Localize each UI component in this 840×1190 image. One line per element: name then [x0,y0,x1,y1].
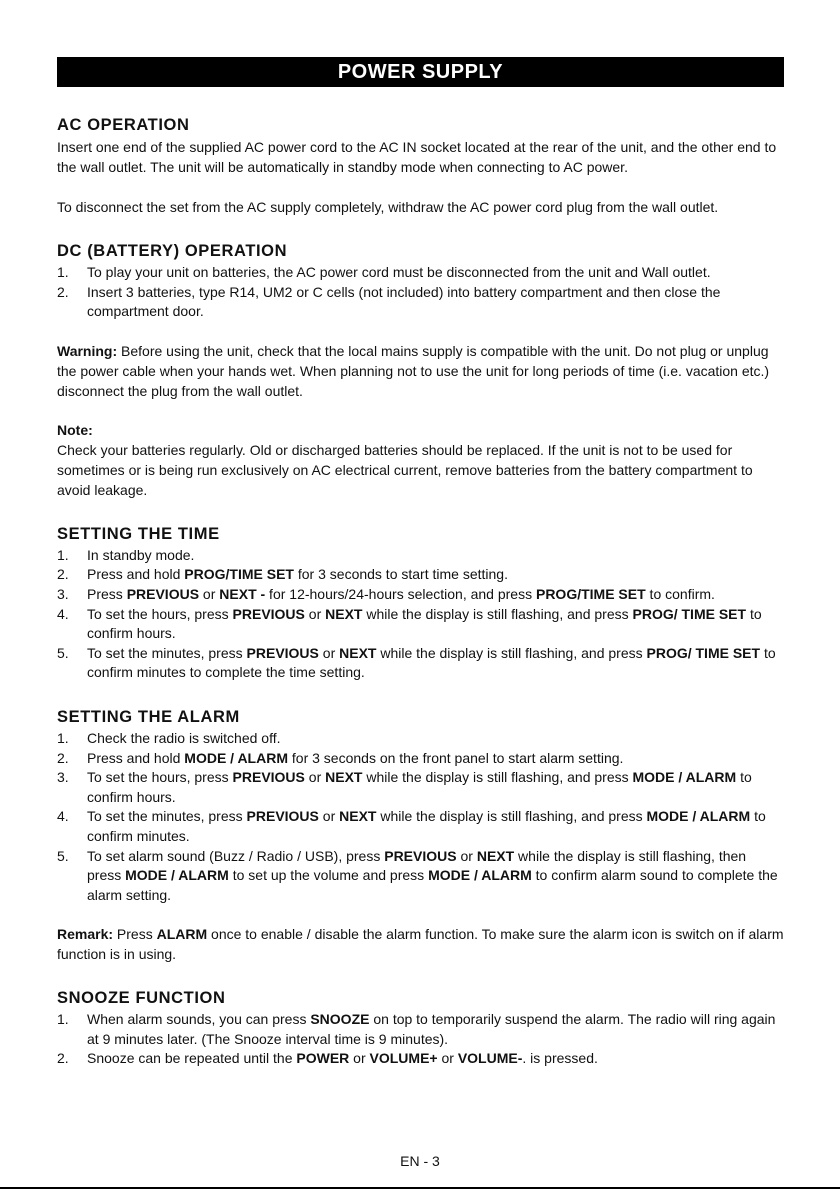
bold-term: NEXT [325,769,363,786]
manual-page [57,57,784,1069]
text-run: Press [87,585,127,602]
text-run: on top to temporarily suspend the alarm. The radio will ring again at 9 minutes later. (The Snooze interval time is 9 minutes). [87,1011,776,1047]
item-number: 2. [57,566,69,583]
list-item [57,807,784,846]
text-run: Snooze can be repeated until the [87,1050,297,1067]
bold-term: NEXT [339,644,377,661]
bold-term: SNOOZE [310,1011,370,1028]
text-run: while the display is still flashing, and press [376,644,647,661]
setting-alarm-section [57,705,784,905]
text-run: . is pressed. [522,1050,598,1067]
list-item [57,847,784,906]
bold-term: MODE / ALARM [632,769,737,786]
bold-term: MODE / ALARM [125,867,229,884]
text-run: for 12-hours/24-hours selection, and press [265,585,536,602]
bold-term: PREVIOUS [232,769,305,786]
bold-term: NEXT [476,847,515,864]
text-run: to confirm hours. [87,605,762,642]
text-run: Press [113,926,157,943]
alarm-steps-list [57,729,784,905]
text-run: To set alarm sound (Buzz / Radio / USB), press [87,847,385,864]
bold-term: PREVIOUS [246,808,319,825]
setting-alarm-heading: SETTING THE ALARM [57,707,240,726]
warning-label: Warning: [57,342,118,359]
text-run: to confirm minutes to complete the time setting. [87,644,776,681]
item-number: 1. [57,546,69,563]
text-run: or [318,808,340,825]
setting-time-heading: SETTING THE TIME [57,524,220,543]
page-banner: POWER SUPPLY [57,57,784,87]
text-run: to confirm alarm sound to complete the alarm setting. [87,867,778,903]
dc-steps-list [57,263,784,322]
text-run: to set up the volume and press [228,867,429,884]
text-run: or [304,605,326,622]
bold-term: NEXT [325,605,363,622]
item-number: 5. [57,644,69,661]
warning-text: Before using the unit, check that the local mains supply is compatible with the unit. Do not plug or unplug the power cable when your hands wet. When planning not to use the unit for long periods of time (i.e. vacation etc.) disconnect the plug from the wall outlet. [57,342,770,399]
dc-operation-heading: DC (BATTERY) OPERATION [57,242,288,260]
bold-term: Remark: [57,926,114,943]
list-item [57,283,784,322]
text-run: To set the hours, press [87,769,233,786]
time-steps-list [57,546,784,683]
text-run: while the display is still flashing, then press [87,847,747,884]
item-number: 3. [57,585,69,602]
note-text: Check your batteries regularly. Old or discharged batteries should be replaced. If the unit is not to be used for sometimes or is being run exclusively on AC electrical current, remove batteries from the battery compartment to avoid leakage. [57,441,753,498]
warning-block [57,341,784,401]
text-run: To set the minutes, press [87,644,247,661]
bold-term: PROG/ TIME SET [632,605,747,622]
list-item [57,768,784,807]
ac-paragraph-2: To disconnect the set from the AC supply completely, withdraw the AC power cord plug from the wall outlet. [57,199,719,215]
item-number: 1. [57,264,69,280]
item-number: 2. [57,283,69,300]
item-number: 4. [57,808,69,825]
item-number: 5. [57,847,69,864]
ac-paragraph-1: Insert one end of the supplied AC power cord to the AC IN socket located at the rear of the unit, and the other end to the wall outlet. The unit will be automatically in standby mode when connecting to AC power. [57,139,777,175]
text-run: to confirm hours. [87,769,752,805]
bold-term: PROG/ TIME SET [646,644,761,661]
text-run: or [318,644,340,661]
bold-term: PREVIOUS [384,847,457,864]
item-number: 4. [57,605,69,622]
item-text: To play your unit on batteries, the AC power cord must be disconnected from the unit and Wall outlet. [87,264,711,280]
text-run: or [456,847,477,864]
bold-term: PROG/TIME SET [184,566,294,583]
note-label: Note: [57,421,93,438]
bold-term: PREVIOUS [232,605,305,622]
text-run: or [199,585,220,602]
page-number: EN - 3 [400,1153,440,1169]
list-item [57,585,784,605]
text-run: for 3 seconds on the front panel to start alarm setting. [288,749,624,766]
bold-term: NEXT [339,808,377,825]
text-run: while the display is still flashing, and press [362,605,633,622]
snooze-steps-list [57,1010,784,1069]
bold-term: NEXT - [219,585,266,602]
list-item [57,749,784,769]
snooze-function-section [57,986,784,1069]
list-item [57,1010,784,1049]
ac-operation-section [57,113,784,217]
item-text: Insert 3 batteries, type R14, UM2 or C cells (not included) into battery compartment and then close the compartment door. [87,283,721,320]
text-run: once to enable / disable the alarm function. To make sure the alarm icon is switch on if alarm function is in using. [57,926,784,963]
list-item [57,1049,784,1069]
text-run: while the display is still flashing, and press [376,808,647,825]
remark-block [57,924,784,964]
bold-term: MODE / ALARM [428,867,532,884]
text-run: To set the minutes, press [87,808,247,825]
text-run: In standby mode. [87,546,195,563]
list-item [57,565,784,585]
setting-time-section [57,522,784,683]
text-run: or [349,1050,370,1067]
text-run: for 3 seconds to start time setting. [293,566,508,583]
bold-term: MODE / ALARM [646,808,751,825]
bold-term: PREVIOUS [126,585,200,602]
ac-operation-heading: AC OPERATION [57,116,190,134]
list-item [57,263,784,283]
item-number: 2. [57,749,69,766]
bold-term: PREVIOUS [246,644,319,661]
item-number: 1. [57,1011,69,1028]
text-run: Press and hold [87,749,185,766]
bold-term: VOLUME+ [369,1050,438,1067]
text-run: When alarm sounds, you can press [87,1011,311,1028]
text-run: to confirm minutes. [87,808,766,844]
bold-term: POWER [296,1050,350,1067]
note-block [57,420,784,500]
item-number: 1. [57,729,69,746]
text-run: to confirm. [645,585,715,602]
list-item [57,729,784,749]
item-number: 2. [57,1050,69,1067]
item-number: 3. [57,769,69,786]
bottom-rule [0,1187,840,1189]
bold-term: ALARM [156,926,208,943]
text-run: or [437,1050,458,1067]
bold-term: PROG/TIME SET [535,585,646,602]
snooze-function-heading: SNOOZE FUNCTION [57,989,226,1008]
list-item [57,605,784,644]
text-run: To set the hours, press [87,605,233,622]
text-run: while the display is still flashing, and press [362,769,633,786]
text-run: or [304,769,326,786]
dc-operation-section [57,239,784,322]
list-item [57,644,784,683]
text-run: Check the radio is switched off. [87,729,281,746]
bold-term: MODE / ALARM [184,749,288,766]
bold-term: VOLUME- [457,1050,523,1067]
list-item [57,546,784,566]
remark-text [57,924,784,964]
text-run: Press and hold [87,566,185,583]
